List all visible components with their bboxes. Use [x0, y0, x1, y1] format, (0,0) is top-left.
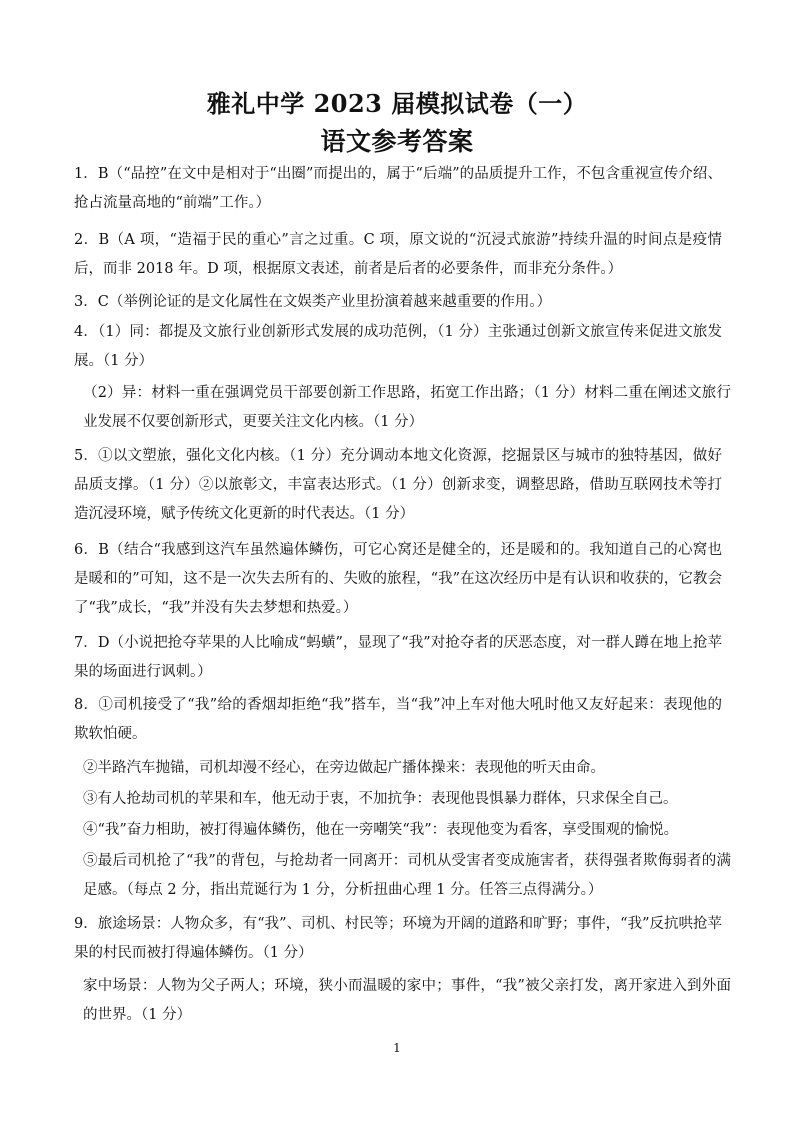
answer-key-subtitle: 语文参考答案	[320, 127, 474, 156]
answer-item-4-2: （2）异：材料一重在强调党员干部要创新工作思路，拓宽工作出路；（1 分）材料二重在阐述文旅行业发展不仅要创新形式，更要关注文化内核。（1 分）	[83, 385, 731, 430]
answer-item-2: 2．B（A 项，“造福于民的重心”言之过重。C 项，原文说的“沉浸式旅游”持续升温的时间点是疫情后，而非 2018 年。D 项，根据原文表述，前者是后者的必要条件，而非充分条件。）	[74, 232, 722, 277]
answer-item-9-2: 家中场景：人物为父子两人；环境，狭小而温暖的家中；事件，“我”被父亲打发，离开家进入到外面的世界。（1 分）	[83, 978, 731, 1023]
answer-item-8-1: 8．①司机接受了“我”给的香烟却拒绝“我”搭车，当“我”冲上车对他大吼时他又友好起来：表现他的欺软怕硬。	[74, 697, 722, 742]
answer-item-8-2: ②半路汽车抛锚，司机却漫不经心，在旁边做起广播体操来：表现他的听天由命。	[83, 760, 605, 776]
answer-item-7: 7．D（小说把抢夺苹果的人比喻成“蚂蟥”，显现了“我”对抢夺者的厌恶态度，对一群人蹲在地上抢苹果的场面进行讽刺。）	[74, 635, 722, 680]
answer-item-6: 6．B（结合“我感到这汽车虽然遍体鳞伤，可它心窝还是健全的，还是暖和的。我知道自己的心窝也是暖和的”可知，这不是一次失去所有的、失败的旅程，“我”在这次经历中是有认识和收获的，它教会了“我”成长，“我”并没有失去梦想和热爱。）	[74, 542, 722, 616]
page-number: 1	[393, 1041, 401, 1055]
answer-item-1: 1．B（“品控”在文中是相对于“出圈”而提出的，属于“后端”的品质提升工作，不包含重视宣传介绍、抢占流量高地的“前端”工作。）	[74, 166, 722, 211]
answer-item-4-1: 4．（1）同：都提及文旅行业创新形式发展的成功范例，（1 分）主张通过创新文旅宣传来促进文旅发展。（1 分）	[74, 324, 722, 369]
answer-item-8-3: ③有人抢劫司机的苹果和车，他无动于衷，不加抗争：表现他畏惧暴力群体，只求保全自己。	[83, 791, 678, 807]
answer-item-8-4: ④“我”奋力相助，被打得遍体鳞伤，他在一旁嘲笑“我”：表现他变为看客，享受围观的愉悦。	[83, 822, 679, 838]
answer-item-8-5: ⑤最后司机抢了“我”的背包，与抢劫者一同离开：司机从受害者变成施害者，获得强者欺侮弱者的满足感。（每点 2 分，指出荒诞行为 1 分，分析扭曲心理 1 分。任答三点得满分。）	[83, 853, 731, 898]
answer-item-5: 5．①以文塑旅，强化文化内核。（1 分）充分调动本地文化资源，挖掘景区与城市的独特基因，做好品质支撑。（1 分）②以旅彰文，丰富表达形式。（1 分）创新求变，调整思路，借助互联网技术等打造沉浸环境，赋予传统文化更新的时代表达。（1 分）	[74, 448, 722, 522]
exam-title: 雅礼中学 2023 届模拟试卷（一）	[206, 89, 588, 118]
answer-item-3: 3．C（举例论证的是文化属性在文娱类产业里扮演着越来越重要的作用。）	[74, 294, 552, 310]
answer-item-9-1: 9．旅途场景：人物众多，有“我”、司机、村民等；环境为开阔的道路和旷野；事件，“我”反抗哄抢苹果的村民而被打得遍体鳞伤。（1 分）	[74, 916, 722, 961]
